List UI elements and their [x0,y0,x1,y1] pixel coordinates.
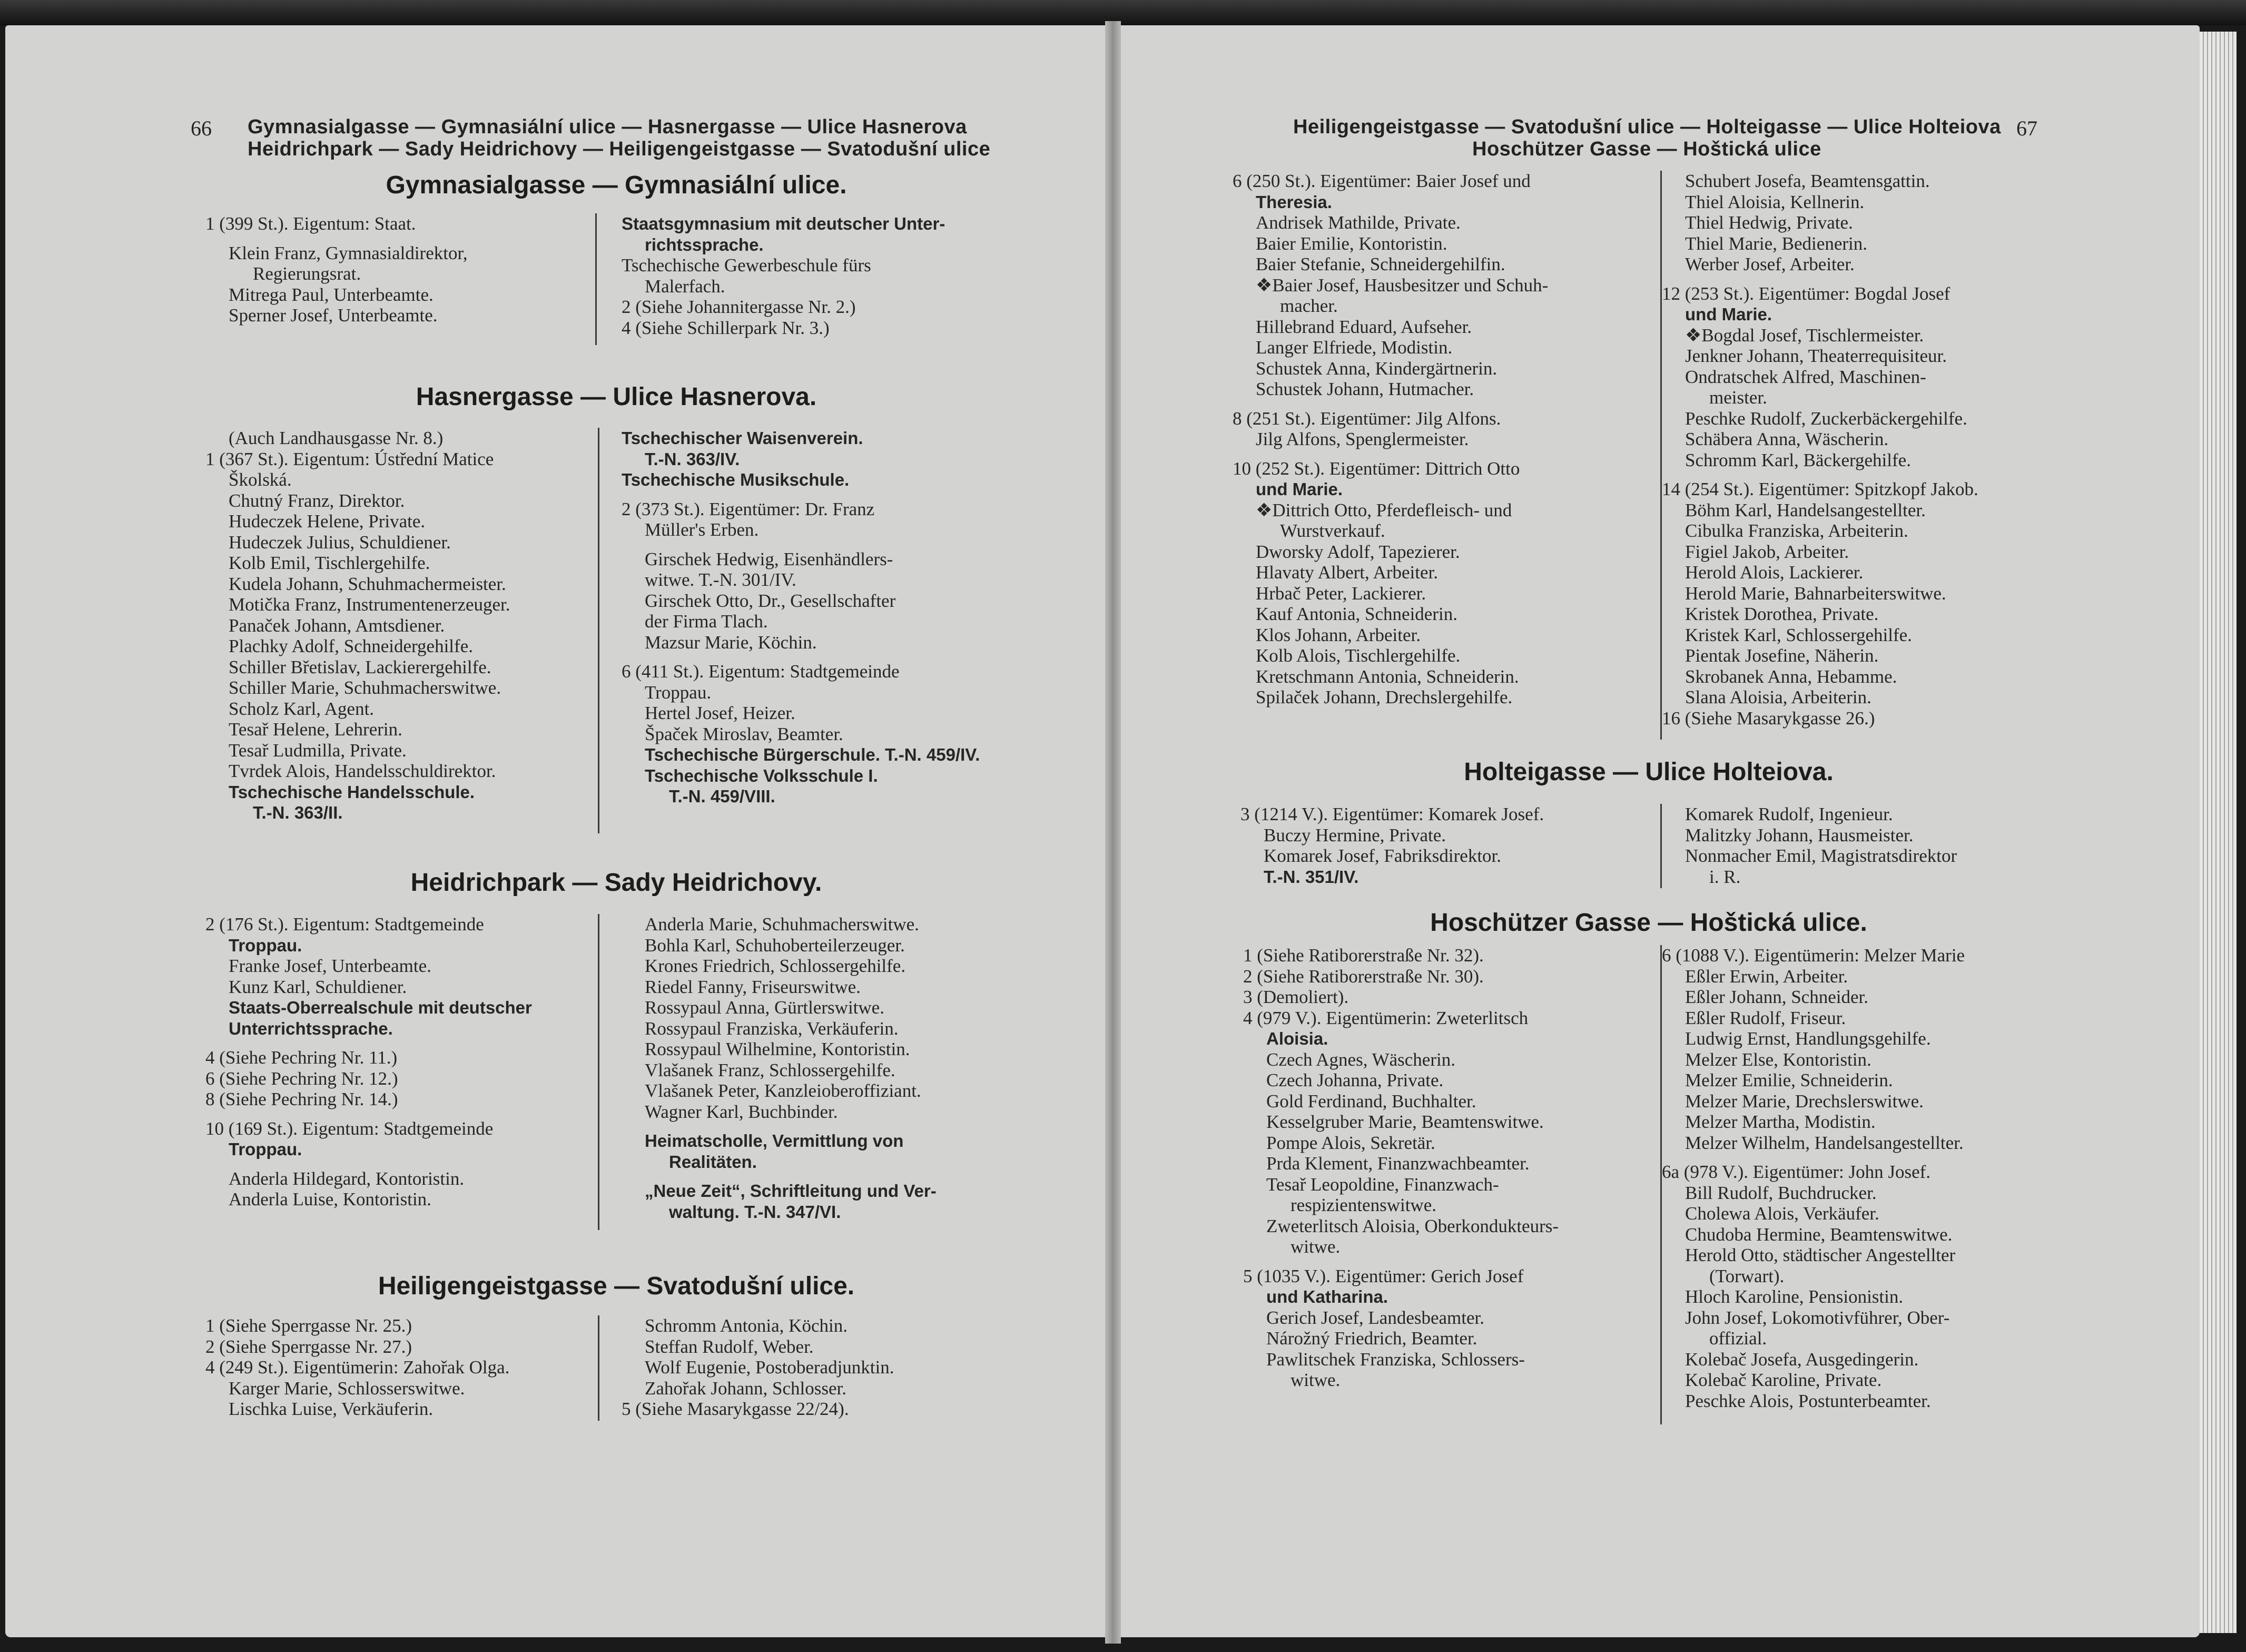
running-header-left-2: Heidrichpark — Sady Heidrichovy — Heiligengeistgasse — Svatodušní ulice [248,138,991,160]
gymnasialgasse-left-column [205,213,590,326]
entry: 2 (Siehe Sperrgasse Nr. 27.) [205,1336,412,1357]
entry: Karger Marie, Schlosserswitwe. [229,1378,465,1399]
entry: Kunz Karl, Schuldiener. [229,976,407,997]
entry: Tschechische Musikschule. [622,470,850,489]
section-title-gymnasialgasse: Gymnasialgasse — Gymnasiální ulice. [386,171,847,199]
entry: Chutný Franz, Direktor. [229,490,405,511]
running-header-right-1: Heiligengeistgasse — Svatodušní ulice — Holteigasse — Ulice Holteiova [1293,116,2001,138]
entry: witwe. [1291,1236,1341,1257]
entry: Eßler Erwin, Arbeiter. [1685,966,1848,987]
entry: Chudoba Hermine, Beamtenswitwe. [1685,1224,1953,1245]
entry: Mitrega Paul, Unterbeamte. [229,284,434,305]
entry: ❖Baier Josef, Hausbesitzer und Schuh- [1256,274,1549,296]
entry: Schromm Antonia, Köchin. [645,1315,848,1336]
entry: T.-N. 363/IV. [645,449,740,469]
entry: Troppau. [229,1139,302,1159]
entry: Melzer Else, Kontoristin. [1685,1049,1871,1070]
entry: i. R. [1709,866,1741,887]
heiligengeistgasse-right-column [622,1315,1022,1420]
entry: Tesař Helene, Lehrerin. [229,719,402,740]
entry: Herold Otto, städtischer Angestellter [1685,1245,1956,1265]
entry: respizientenswitwe. [1291,1195,1436,1215]
entry: Malerfach. [645,276,725,297]
entry: Langer Elfriede, Modistin. [1256,337,1453,358]
entry: Melzer Wilhelm, Handelsangestellter. [1685,1132,1964,1153]
entry: Schustek Anna, Kindergärtnerin. [1256,358,1498,379]
entry: 8 (251 St.). Eigentümer: Jilg Alfons. [1233,408,1501,429]
entry: Czech Johanna, Private. [1266,1070,1444,1090]
entry: (Torwart). [1709,1265,1785,1286]
column-divider [598,428,599,833]
entry: Hertel Josef, Heizer. [645,703,795,723]
entry: Thiel Marie, Bedienerin. [1685,233,1867,254]
entry: Staatsgymnasium mit deutscher Unter- [622,214,945,233]
entry: 4 (Siehe Pechring Nr. 11.) [205,1047,398,1068]
entry: 12 (253 St.). Eigentümer: Bogdal Josef [1662,283,1951,304]
entry: Kolb Emil, Tischlergehilfe. [229,553,430,573]
entry: 4 (979 V.). Eigentümerin: Zweterlitsch [1243,1007,1529,1028]
entry: Kolebač Karoline, Private. [1685,1370,1882,1390]
section-title-hoschuetzer-gasse: Hoschützer Gasse — Hoštická ulice. [1430,909,1867,937]
entry: Špaček Miroslav, Beamter. [645,723,843,744]
entry: Cholewa Alois, Verkäufer. [1685,1203,1879,1224]
hoschuetzer-left-column [1243,945,1659,1391]
entry: T.-N. 459/VIII. [669,786,775,806]
entry: Schromm Karl, Bäckergehilfe. [1685,449,1911,470]
entry: Thiel Hedwig, Private. [1685,212,1853,233]
entry: Girschek Otto, Dr., Gesellschafter [645,590,896,611]
entry: Hillebrand Eduard, Aufseher. [1256,316,1472,337]
entry: Eßler Johann, Schneider. [1685,987,1868,1007]
entry: Jilg Alfons, Spenglermeister. [1256,429,1469,449]
entry: 1 (399 St.). Eigentum: Staat. [205,213,416,234]
entry: 6 (250 St.). Eigentümer: Baier Josef und [1233,171,1531,191]
entry: Realitäten. [669,1152,757,1172]
entry: 8 (Siehe Pechring Nr. 14.) [205,1089,398,1109]
entry: Regierungsrat. [253,263,361,284]
scan-top-edge [0,0,2246,25]
entry: Girschek Hedwig, Eisenhändlers- [645,548,893,569]
entry: Staats-Oberrealschule mit deutscher [229,998,532,1017]
entry: Anderla Luise, Kontoristin. [229,1189,431,1210]
entry: Nárožný Friedrich, Beamter. [1266,1328,1477,1349]
entry: Troppau. [645,682,712,703]
holteigasse-right-column [1662,804,2062,887]
entry: Rossypaul Anna, Gürtlerswitwe. [645,997,884,1018]
entry: ❖Dittrich Otto, Pferdefleisch- und [1256,499,1512,520]
entry: Werber Josef, Arbeiter. [1685,254,1855,274]
entry: Melzer Emilie, Schneiderin. [1685,1070,1893,1090]
entry: Vlašanek Peter, Kanzleioberoffiziant. [645,1080,921,1101]
entry: Kolebač Josefa, Ausgedingerin. [1685,1349,1919,1370]
entry: (Auch Landhausgasse Nr. 8.) [229,428,444,448]
entry: Komarek Josef, Fabriksdirektor. [1264,845,1502,866]
entry: Heimatscholle, Vermittlung von [645,1131,904,1150]
entry: und Marie. [1685,304,1772,324]
entry: Wolf Eugenie, Postoberadjunktin. [645,1357,894,1378]
entry: Aloisia. [1266,1029,1328,1048]
entry: Schiller Marie, Schuhmacherswitwe. [229,677,501,698]
entry: Sperner Josef, Unterbeamte. [229,305,438,326]
entry: Kretschmann Antonia, Schneiderin. [1256,666,1519,687]
book-gutter [1105,21,1121,1644]
entry: Scholz Karl, Agent. [229,698,375,719]
entry: und Katharina. [1266,1287,1388,1306]
entry: 6 (411 St.). Eigentum: Stadtgemeinde [622,661,900,682]
entry: 1 (Siehe Sperrgasse Nr. 25.) [205,1315,412,1336]
entry: Hudeczek Helene, Private. [229,511,426,532]
entry: 10 (169 St.). Eigentum: Stadtgemeinde [205,1118,494,1139]
entry: Melzer Marie, Drechslerswitwe. [1685,1090,1924,1112]
entry: Theresia. [1256,192,1332,212]
entry: Peschke Alois, Postunterbeamter. [1685,1390,1931,1411]
entry: Riedel Fanny, Friseurswitwe. [645,976,861,997]
entry: Zweterlitsch Aloisia, Oberkondukteurs- [1266,1215,1559,1236]
entry: Klein Franz, Gymnasialdirektor, [229,242,468,263]
entry: Hrbač Peter, Lackierer. [1256,583,1426,604]
entry: witwe. T.-N. 301/IV. [645,569,796,590]
entry: Panaček Johann, Amtsdiener. [229,615,445,636]
entry: Schubert Josefa, Beamtensgattin. [1685,171,1930,191]
entry: Herold Marie, Bahnarbeiterswitwe. [1685,583,1946,604]
entry: Kauf Antonia, Schneiderin. [1256,604,1457,624]
entry: Ludwig Ernst, Handlungsgehilfe. [1685,1028,1931,1049]
entry: Andrisek Mathilde, Private. [1256,212,1461,233]
entry: Tschechische Handelsschule. [229,782,475,802]
entry: Spilaček Johann, Drechslergehilfe. [1256,687,1513,707]
entry: 16 (Siehe Masarykgasse 26.) [1662,707,1875,729]
entry: Rossypaul Wilhelmine, Kontoristin. [645,1039,910,1059]
entry: Buczy Hermine, Private. [1264,824,1446,845]
entry: Tschechische Bürgerschule. T.-N. 459/IV. [645,745,980,764]
entry: Malitzky Johann, Hausmeister. [1685,824,1914,845]
entry: 1 (Siehe Ratiborerstraße Nr. 32). [1243,945,1484,966]
page-number-left: 66 [191,116,212,140]
entry: Skrobanek Anna, Hebamme. [1685,666,1897,687]
entry: Troppau. [229,935,302,955]
gymnasialgasse-right-column [622,213,1011,338]
entry: Kesselgruber Marie, Beamtenswitwe. [1266,1112,1544,1132]
entry: Steffan Rudolf, Weber. [645,1336,814,1357]
running-header-right-2: Hoschützer Gasse — Hoštická ulice [1472,138,1821,160]
entry: Bill Rudolf, Buchdrucker. [1685,1182,1877,1203]
entry: 6 (Siehe Pechring Nr. 12.) [205,1068,398,1089]
running-header-left-1: Gymnasialgasse — Gymnasiální ulice — Hasnergasse — Ulice Hasnerova [248,116,967,138]
entry: Figiel Jakob, Arbeiter. [1685,541,1849,562]
column-divider [598,1315,599,1421]
heidrichpark-left-column [205,914,595,1210]
entry: 5 (1035 V.). Eigentümer: Gerich Josef [1243,1265,1524,1286]
entry: Herold Alois, Lackierer. [1685,562,1864,583]
entry: Wurstverkauf. [1280,520,1385,541]
entry: Schäbera Anna, Wäscherin. [1685,429,1889,449]
entry: und Marie. [1256,479,1343,499]
hoschuetzer-right-column [1662,945,2062,1411]
entry: Hudeczek Julius, Schuldiener. [229,532,451,553]
heidrichpark-right-column [622,914,1022,1222]
entry: der Firma Tlach. [645,611,768,632]
entry: Schiller Břetislav, Lackierergehilfe. [229,656,491,677]
entry: 5 (Siehe Masarykgasse 22/24). [622,1399,849,1419]
entry: witwe. [1291,1370,1341,1390]
entry: Motička Franz, Instrumentenerzeuger. [229,594,510,615]
section-title-holteigasse: Holteigasse — Ulice Holteiova. [1464,758,1834,786]
entry: Krones Friedrich, Schlossergehilfe. [645,956,906,976]
entry: Kristek Karl, Schlossergehilfe. [1685,624,1912,645]
entry: Eßler Rudolf, Friseur. [1685,1007,1846,1028]
entry: 3 (Demoliert). [1243,987,1349,1007]
entry: 6a (978 V.). Eigentümer: John Josef. [1662,1162,1931,1182]
entry: „Neue Zeit“, Schriftleitung und Ver- [645,1181,937,1201]
entry: Tvrdek Alois, Handelsschuldirektor. [229,761,496,781]
section-title-heiligengeistgasse: Heiligengeistgasse — Svatodušní ulice. [378,1272,855,1300]
entry: Schustek Johann, Hutmacher. [1256,379,1474,399]
entry: Vlašanek Franz, Schlossergehilfe. [645,1059,895,1080]
entry: Anderla Hildegard, Kontoristin. [229,1168,465,1189]
entry: Pawlitschek Franziska, Schlossers- [1266,1349,1525,1370]
entry: Bohla Karl, Schuhoberteilerzeuger. [645,935,905,956]
entry: Zahořak Johann, Schlosser. [645,1378,846,1399]
entry: Gold Ferdinand, Buchhalter. [1266,1090,1476,1112]
entry: Tesař Ludmilla, Private. [229,740,407,761]
entry: richtssprache. [645,234,764,254]
heiligengeistgasse-cont-left-column [1233,171,1654,708]
section-title-heidrichpark: Heidrichpark — Sady Heidrichovy. [410,869,822,897]
heiligengeistgasse-left-column [205,1315,595,1420]
entry: 4 (Siehe Schillerpark Nr. 3.) [622,317,830,338]
entry: Pompe Alois, Sekretär. [1266,1132,1435,1153]
entry: 2 (Siehe Ratiborerstraße Nr. 30). [1243,966,1484,987]
entry: Tesař Leopoldine, Finanzwach- [1266,1174,1499,1195]
entry: Baier Emilie, Kontoristin. [1256,233,1447,254]
entry: ❖Bogdal Josef, Tischlermeister. [1685,324,1924,346]
entry: Kolb Alois, Tischlergehilfe. [1256,645,1461,666]
entry: Müller's Erben. [645,519,759,540]
entry: Hlavaty Albert, Arbeiter. [1256,562,1439,583]
entry: Böhm Karl, Handelsangestellter. [1685,499,1926,520]
section-title-hasnergasse: Hasnergasse — Ulice Hasnerova. [416,383,817,411]
heiligengeistgasse-cont-right-column [1662,171,2062,729]
entry: 2 (373 St.). Eigentümer: Dr. Franz [622,498,875,519]
entry: meister. [1709,387,1767,408]
entry: offizial. [1709,1328,1767,1349]
entry: Cibulka Franziska, Arbeiterin. [1685,520,1908,541]
entry: Thiel Aloisia, Kellnerin. [1685,191,1865,212]
entry: Baier Stefanie, Schneidergehilfin. [1256,254,1505,274]
column-divider [598,914,599,1230]
entry: 4 (249 St.). Eigentümerin: Zahořak Olga. [205,1357,510,1378]
entry: Peschke Rudolf, Zuckerbäckergehilfe. [1685,408,1967,429]
entry: 3 (1214 V.). Eigentümer: Komarek Josef. [1240,804,1544,824]
entry: Školská. [229,469,292,490]
entry: Wagner Karl, Buchbinder. [645,1101,838,1122]
entry: 1 (367 St.). Eigentum: Ústřední Matice [205,448,494,469]
entry: John Josef, Lokomotivführer, Ober- [1685,1307,1950,1328]
page-edges [2200,32,2237,1633]
hasnergasse-right-column [622,428,1022,807]
entry: Slana Aloisia, Arbeiterin. [1685,687,1871,707]
column-divider [595,213,597,345]
entry: Kristek Dorothea, Private. [1685,604,1879,624]
entry: Melzer Martha, Modistin. [1685,1112,1876,1132]
entry: Franke Josef, Unterbeamte. [229,956,431,976]
entry: Gerich Josef, Landesbeamter. [1266,1307,1485,1328]
entry: Dworsky Adolf, Tapezierer. [1256,541,1460,562]
entry: macher. [1280,296,1338,316]
entry: Komarek Rudolf, Ingenieur. [1685,804,1893,824]
entry: Anderla Marie, Schuhmacherswitwe. [645,914,919,935]
entry: Lischka Luise, Verkäuferin. [229,1399,434,1419]
entry: Prda Klement, Finanzwachbeamter. [1266,1153,1530,1174]
entry: Tschechischer Waisenverein. [622,428,863,448]
entry: Hloch Karoline, Pensionistin. [1685,1286,1904,1307]
holteigasse-left-column [1240,804,1657,887]
entry: Tschechische Gewerbeschule fürs [622,255,871,276]
entry: Pientak Josefine, Näherin. [1685,645,1879,666]
entry: Rossypaul Franziska, Verkäuferin. [645,1018,899,1039]
entry: Klos Johann, Arbeiter. [1256,624,1421,645]
entry: Mazsur Marie, Köchin. [645,632,817,653]
entry: T.-N. 363/II. [253,803,343,822]
entry: Czech Agnes, Wäscherin. [1266,1049,1455,1070]
entry: Ondratschek Alfred, Maschinen- [1685,366,1926,387]
entry: 10 (252 St.). Eigentümer: Dittrich Otto [1233,458,1520,479]
entry: Plachky Adolf, Schneidergehilfe. [229,636,473,656]
entry: Unterrichtssprache. [229,1018,393,1038]
page-number-right: 67 [2016,116,2037,140]
entry: Jenkner Johann, Theaterrequisiteur. [1685,346,1947,366]
entry: Kudela Johann, Schuhmachermeister. [229,573,506,594]
hasnergasse-left-column [205,428,595,823]
entry: waltung. T.-N. 347/VI. [669,1202,841,1222]
entry: Tschechische Volksschule I. [645,765,878,785]
entry: 6 (1088 V.). Eigentümerin: Melzer Marie [1662,945,1965,966]
entry: T.-N. 351/IV. [1264,867,1359,887]
entry: 14 (254 St.). Eigentümer: Spitzkopf Jakob. [1662,479,1978,499]
entry: Nonmacher Emil, Magistratsdirektor [1685,845,1957,866]
entry: 2 (176 St.). Eigentum: Stadtgemeinde [205,914,484,935]
entry: 2 (Siehe Johannitergasse Nr. 2.) [622,297,856,317]
